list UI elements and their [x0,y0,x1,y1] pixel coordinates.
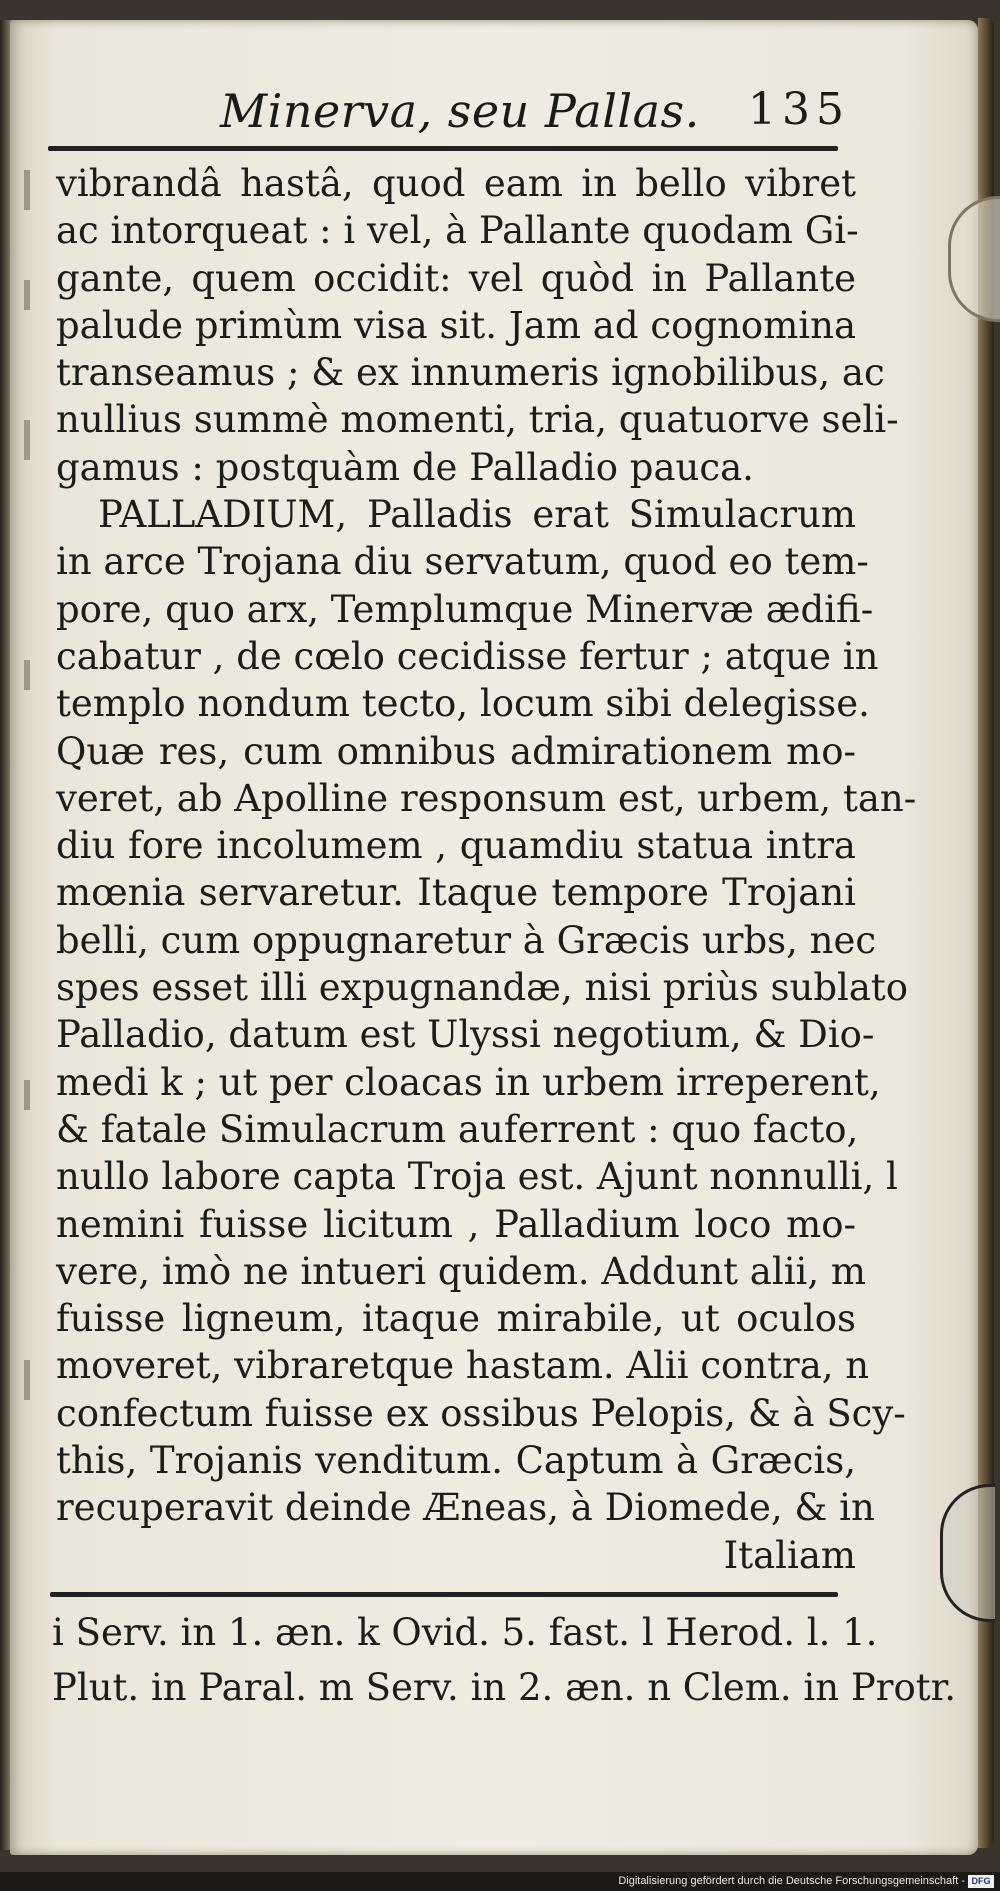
credit-text: Digitalisierung gefördert durch die Deutsche Forschungsgemeinschaft - [618,1875,965,1887]
book-page [10,20,978,1855]
page-number: 135 [748,84,850,135]
text-line: palude primùm visa sit. Jam ad cognomina [56,303,856,347]
text-line: vibrandâ hastâ, quod eam in bello vibret [56,162,856,205]
text-line: Quæ res, cum omnibus admirationem mo- [56,729,856,773]
margin-mark [24,1080,30,1110]
text-line: nullo labore capta Troja est. Ajunt nonnulli, l [56,1155,898,1199]
dfg-logo-icon: DFG [968,1875,994,1888]
text-line: recuperavit deinde Æneas, à Diomede, & in [56,1486,875,1530]
header-rule [48,146,838,151]
text-line: in arce Trojana diu servatum, quod eo tem- [56,540,869,584]
margin-mark [24,420,30,460]
margin-mark [24,280,30,310]
text-line: PALLADIUM, Palladis erat Simulacrum [98,493,856,537]
catchword: Italiam [723,1533,856,1577]
text-line: moveret, vibraretque hastam. Alii contra, n [56,1344,870,1388]
digitization-credit [618,1872,994,1891]
text-line: Palladio, datum est Ulyssi negotium, & Dio- [56,1013,875,1057]
text-line: nemini fuisse licitum , Palladium loco mo- [56,1202,856,1246]
footnote-line: i Serv. in 1. æn. k Ovid. 5. fast. l Herod. l. 1. [52,1611,878,1654]
text-line: medi k ; ut per cloacas in urbem irreperent, [56,1060,881,1104]
text-line: confectum fuisse ex ossibus Pelopis, & à Scy- [56,1391,906,1435]
running-title: Minerva, seu Pallas. [220,84,700,138]
text-line: templo nondum tecto, locum sibi delegisse. [56,682,870,726]
footnote-rule [50,1592,838,1597]
footnote-line: Plut. in Paral. m Serv. in 2. æn. n Clem. in Protr. [52,1666,956,1709]
text-line: pore, quo arx, Templumque Minervæ ædifi- [56,587,874,631]
text-line: transeamus ; & ex innumeris ignobilibus, ac [56,351,885,395]
text-line: nullius summè momenti, tria, quatuorve seli- [56,398,899,442]
text-line: fuisse ligneum, itaque mirabile, ut oculos [56,1297,856,1341]
text-line: vere, imò ne intueri quidem. Addunt alii, m [56,1249,866,1293]
text-line: spes esset illi expugnandæ, nisi priùs sublato [56,966,909,1010]
text-line: cabatur , de cœlo cecidisse fertur ; atque in [56,634,879,678]
margin-mark [24,170,30,210]
text-line: belli, cum oppugnaretur à Græcis urbs, nec [56,918,877,962]
margin-mark [24,660,30,690]
text-line: ac intorqueat : i vel, à Pallante quodam Gi- [56,209,859,253]
text-line: gamus : postquàm de Palladio pauca. [56,445,754,489]
page-header [180,84,850,150]
text-line: gante, quem occidit: vel quòd in Pallante [56,256,856,300]
body-text [56,160,917,1579]
margin-mark [24,1360,30,1400]
text-line: mœnia servaretur. Itaque tempore Trojani [56,871,856,915]
footnotes [52,1605,956,1715]
text-line: this, Trojanis venditum. Captum à Græcis, [56,1439,856,1483]
text-line: & fatale Simulacrum auferrent : quo facto, [56,1107,859,1151]
text-line: diu fore incolumem , quamdiu statua intra [56,824,856,868]
text-line: veret, ab Apolline responsum est, urbem, tan- [56,776,917,820]
